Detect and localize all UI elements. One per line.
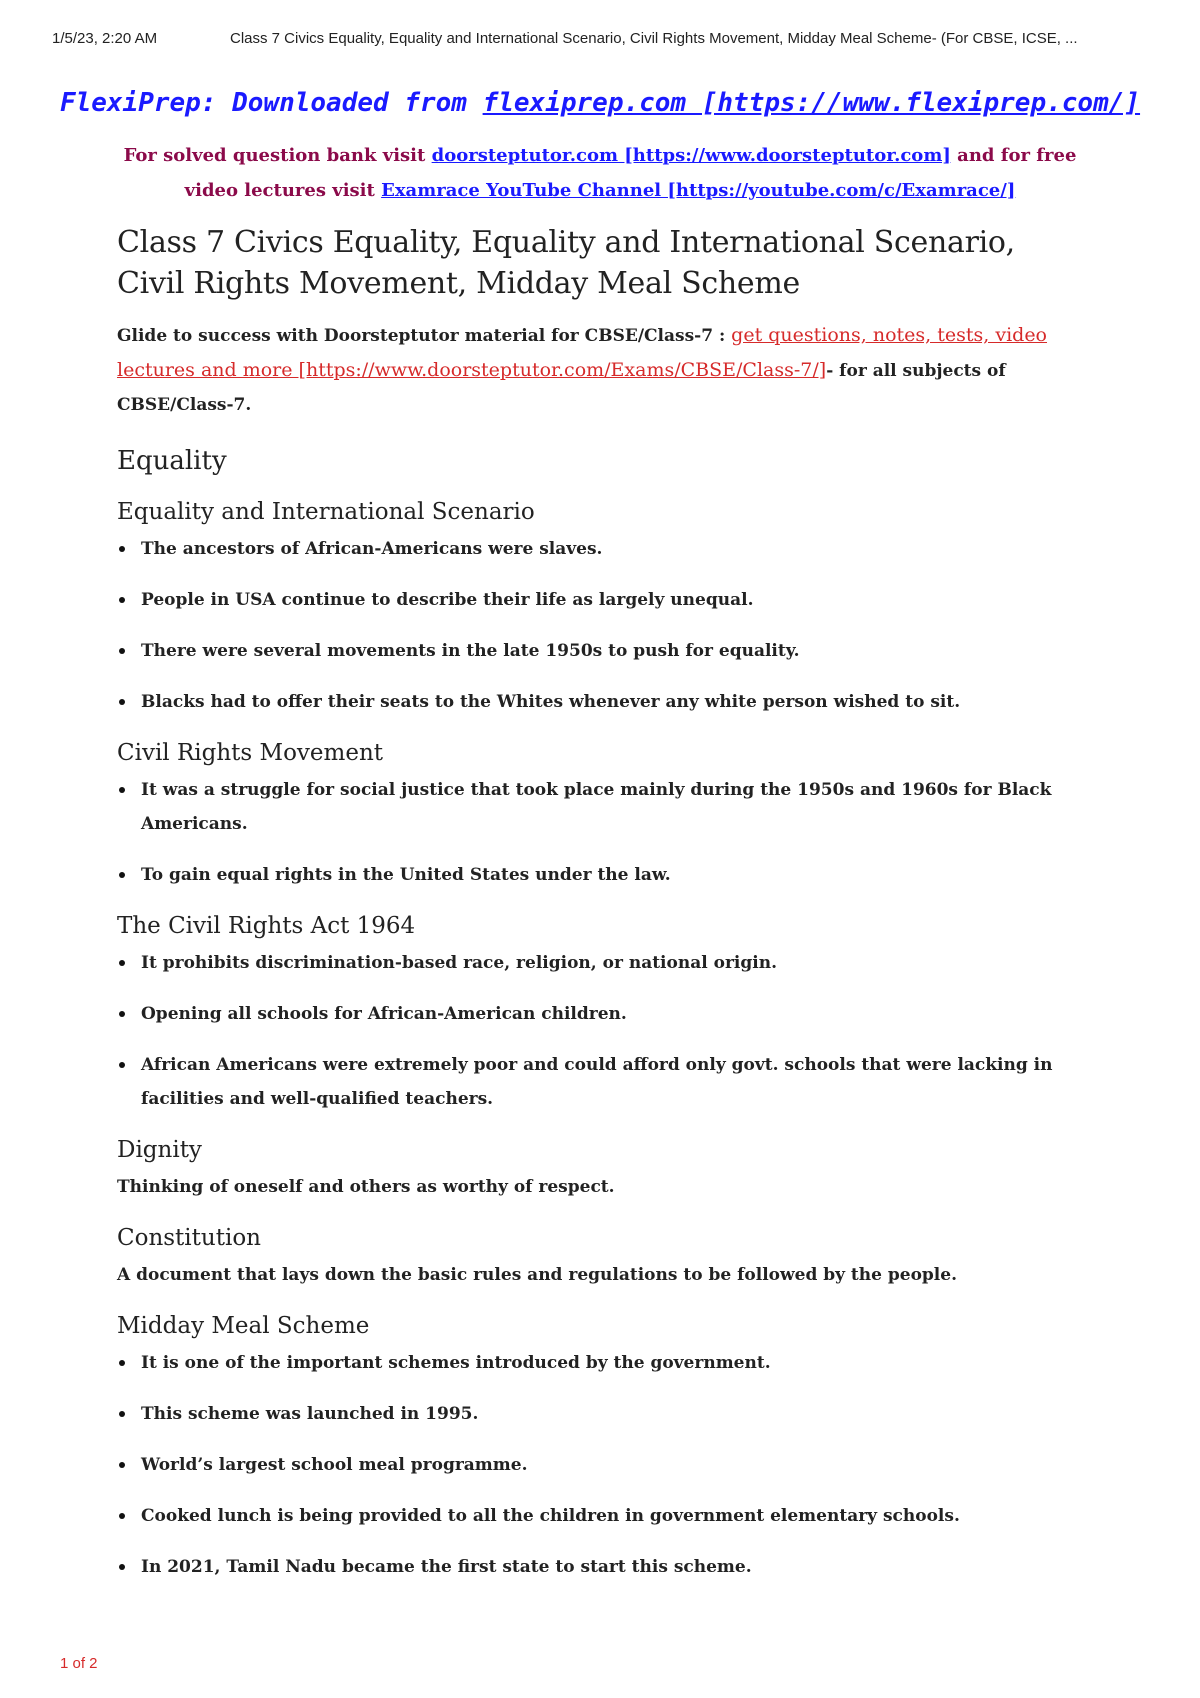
list-item: People in USA continue to describe their life as largely unequal. xyxy=(117,583,1077,617)
list-item: It was a struggle for social justice that took place mainly during the 1950s and 1960s for Black Americans. xyxy=(117,773,1077,841)
article-body xyxy=(117,222,1077,1601)
article-intro xyxy=(117,318,1077,422)
list-item: Opening all schools for African-American children. xyxy=(117,997,1077,1031)
section-heading-midday-meal: Midday Meal Scheme xyxy=(117,1313,370,1339)
list-item: African Americans were extremely poor and could afford only govt. schools that were lacking in facilities and well-qualified teachers. xyxy=(117,1048,1077,1116)
civil-rights-list xyxy=(117,773,1077,892)
intro-text: Glide to success with Doorsteptutor material for CBSE/Class-7 : xyxy=(117,326,726,346)
act-1964-list xyxy=(117,946,1077,1116)
list-item: Blacks had to offer their seats to the Whites whenever any white person wished to sit. xyxy=(117,685,1077,719)
section-heading-act-1964: The Civil Rights Act 1964 xyxy=(117,913,416,939)
list-item: Cooked lunch is being provided to all the children in government elementary schools. xyxy=(117,1499,1077,1533)
list-item: World’s largest school meal programme. xyxy=(117,1448,1077,1482)
intro-tail: - for all subjects of CBSE/Class-7. xyxy=(117,361,1006,415)
dignity-definition: Thinking of oneself and others as worthy of respect. xyxy=(117,1177,615,1197)
doorsteptutor-class7-link[interactable]: get questions, notes, tests, video lectures and more [https://www.doorsteptutor.com/Exams/CBSE/Class-7/] xyxy=(117,324,1048,381)
list-item: In 2021, Tamil Nadu became the first state to start this scheme. xyxy=(117,1550,1077,1584)
international-list xyxy=(117,532,1077,719)
flexiprep-link[interactable]: flexiprep.com [https://www.flexiprep.com/] xyxy=(482,88,1141,118)
constitution-definition: A document that lays down the basic rules and regulations to be followed by the people. xyxy=(117,1265,957,1285)
section-heading-constitution: Constitution xyxy=(117,1225,261,1251)
print-datetime: 1/5/23, 2:20 AM xyxy=(52,30,158,47)
promo-text-1: For solved question bank visit xyxy=(123,145,426,166)
section-heading-civil-rights: Civil Rights Movement xyxy=(117,740,384,766)
list-item: The ancestors of African-Americans were slaves. xyxy=(117,532,1077,566)
list-item: This scheme was launched in 1995. xyxy=(117,1397,1077,1431)
section-heading-international: Equality and International Scenario xyxy=(117,499,535,525)
list-item: It is one of the important schemes introduced by the government. xyxy=(117,1346,1077,1380)
section-heading-equality: Equality xyxy=(117,446,227,476)
midday-meal-list xyxy=(117,1346,1077,1584)
download-banner xyxy=(0,88,1200,118)
examrace-youtube-link[interactable]: Examrace YouTube Channel [https://youtube.com/c/Examrace/] xyxy=(381,180,1016,201)
banner-prefix: FlexiPrep: Downloaded from xyxy=(59,88,467,118)
doorsteptutor-link[interactable]: doorsteptutor.com [https://www.doorsteptutor.com] xyxy=(431,145,951,166)
article-title: Class 7 Civics Equality, Equality and International Scenario, Civil Rights Movement, Midday Meal Scheme xyxy=(117,225,1015,301)
list-item: There were several movements in the late 1950s to push for equality. xyxy=(117,634,1077,668)
list-item: To gain equal rights in the United States under the law. xyxy=(117,858,1077,892)
page-indicator: 1 of 2 xyxy=(60,1655,98,1672)
list-item: It prohibits discrimination-based race, religion, or national origin. xyxy=(117,946,1077,980)
promo-text-2: and for free video lectures visit xyxy=(184,145,1077,201)
print-page-title: Class 7 Civics Equality, Equality and International Scenario, Civil Rights Movement, Midday Meal Scheme- (For CBSE, ICSE, ... xyxy=(230,30,1078,47)
promo-notice xyxy=(100,138,1100,208)
section-heading-dignity: Dignity xyxy=(117,1137,202,1163)
